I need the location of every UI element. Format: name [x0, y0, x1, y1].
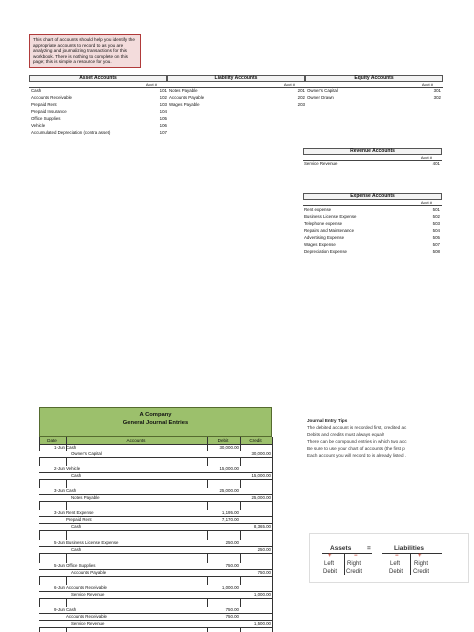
table-row: 5-Jun Office Supplies 750.00	[39, 563, 272, 570]
equals-sign: =	[367, 545, 371, 552]
debit-label: Debit	[389, 569, 404, 575]
table-row: Cash 250.00	[39, 547, 272, 554]
list-item	[304, 228, 440, 234]
account-name: Repairs and Maintenance	[304, 228, 355, 233]
list-item	[31, 88, 167, 94]
minus-sign: −	[395, 553, 399, 559]
list-item	[31, 123, 167, 129]
account-number: 201	[297, 88, 305, 93]
account-name: Wages Payable	[169, 102, 200, 107]
journal-header	[39, 407, 272, 437]
list-item	[169, 88, 305, 94]
account-name: Prepaid Insurance	[31, 109, 67, 114]
account-number: 508	[432, 249, 440, 254]
revenue-accounts-header: Revenue Accounts	[303, 148, 442, 155]
left-label: Left	[324, 561, 335, 567]
acct-number-label: Acct #	[420, 200, 432, 205]
credit-label: Credit	[346, 569, 363, 575]
account-name: Wages Expense	[304, 242, 336, 247]
acct-number-label: Acct #	[145, 82, 157, 87]
account-number: 102	[159, 95, 167, 100]
table-row: 3-Jun Rent Expense 1,195.00	[39, 510, 272, 517]
tip-line: There can be compound entries in which two acc	[307, 439, 407, 444]
account-name: Vehicle	[31, 123, 46, 128]
table-row: 2-Jun Vehicle 15,000.00	[39, 466, 272, 473]
list-item	[304, 161, 440, 167]
equity-accounts-header: Equity Accounts	[305, 75, 443, 82]
account-number: 104	[159, 109, 167, 114]
table-row: Accounts Receivable 750.00	[39, 614, 272, 621]
list-item	[169, 95, 305, 101]
journal-column-headers	[39, 437, 272, 444]
table-row: 5-Jun Business License Expense 250.00	[39, 540, 272, 547]
account-number: 503	[432, 221, 440, 226]
company-name: A Company	[139, 412, 172, 418]
debit-column-header: Debit	[217, 438, 229, 443]
account-number: 203	[297, 102, 305, 107]
account-name: Cash	[31, 88, 42, 93]
list-item	[304, 242, 440, 248]
account-name: Owner's Capital	[307, 88, 338, 93]
list-item	[304, 214, 440, 220]
table-row: 9-Jun Cash 750.00	[39, 607, 272, 614]
journal-entries-table	[39, 444, 272, 632]
acct-number-label: Acct #	[283, 82, 295, 87]
account-name: Notes Payable	[169, 88, 198, 93]
list-item	[31, 116, 167, 122]
table-row: Notes Payable 25,000.00	[39, 495, 272, 502]
credit-label: Credit	[413, 569, 430, 575]
list-item	[307, 88, 441, 94]
right-label: Right	[414, 561, 429, 567]
account-number: 505	[432, 235, 440, 240]
account-number: 105	[159, 116, 167, 121]
account-name: Advertising Expense	[304, 235, 345, 240]
table-row: Cash 15,000.00	[39, 473, 272, 480]
asset-accounts-header: Asset Accounts	[29, 75, 167, 82]
list-item	[31, 102, 167, 108]
instructions-note: This chart of accounts should help you identify the appropriate accounts to record to as you are analyzing and journalizing transactions for this workbook. There is nothing to complete on this page; this is simple a resource for you.	[29, 34, 141, 68]
table-row: Prepaid Rent 7,170.00	[39, 517, 272, 524]
table-row: 3-Jun Cash 25,000.00	[39, 488, 272, 495]
account-number: 107	[159, 130, 167, 135]
account-name: Service Revenue	[304, 161, 338, 166]
account-name: Office Supplies	[31, 116, 61, 121]
acct-number-label: Acct #	[420, 155, 432, 160]
plus-sign: +	[328, 553, 332, 559]
tip-line: Be sure to use your chart of accounts (the first p	[307, 446, 405, 451]
list-item	[31, 95, 167, 101]
table-row: Cash 8,365.00	[39, 524, 272, 531]
table-row: Accounts Payable 750.00	[39, 570, 272, 577]
list-item	[307, 95, 441, 101]
tip-line: Debits and credits must always equal!	[307, 432, 385, 437]
list-item	[31, 130, 167, 136]
accounting-equation-image	[309, 533, 469, 583]
account-name: Depreciation Expense	[304, 249, 347, 254]
acct-number-label: Acct #	[421, 82, 433, 87]
expense-accounts-header: Expense Accounts	[303, 193, 442, 200]
liabilities-label: Liabilities	[394, 545, 424, 552]
list-item	[31, 109, 167, 115]
account-number: 502	[432, 214, 440, 219]
account-name: Accounts Receivable	[31, 95, 73, 100]
account-name: Business License Expense	[304, 214, 357, 219]
account-number: 507	[432, 242, 440, 247]
account-number: 101	[159, 88, 167, 93]
table-row: 1-Jun Cash 30,000.00	[39, 444, 272, 451]
plus-sign: +	[418, 553, 422, 559]
accounts-column-header: Accounts	[126, 438, 146, 443]
right-label: Right	[347, 561, 362, 567]
credit-column-header: Credit	[249, 438, 262, 443]
table-row: 6-Jun Accounts Receivable 1,000.00	[39, 585, 272, 592]
left-label: Left	[390, 561, 401, 567]
list-item	[304, 221, 440, 227]
account-name: Prepaid Rent	[31, 102, 57, 107]
tips-title: Journal Entry Tips	[307, 418, 348, 423]
table-row: Owner's Capital 30,000.00	[39, 451, 272, 458]
account-name: Telephone expense	[304, 221, 343, 226]
account-name: Owner Drawn	[307, 95, 334, 100]
table-row: Service Revenue 1,000.00	[39, 592, 272, 599]
tip-line: The debited account is recorded first, credited ac	[307, 425, 407, 430]
account-number: 202	[297, 95, 305, 100]
account-number: 504	[432, 228, 440, 233]
journal-title: General Journal Entries	[122, 420, 189, 426]
account-number: 106	[159, 123, 167, 128]
account-name: Accumulated Depreciation (contra asset)	[31, 130, 111, 135]
account-number: 302	[433, 95, 441, 100]
account-name: Accounts Payable	[169, 95, 205, 100]
account-number: 401	[432, 161, 440, 166]
list-item	[304, 249, 440, 255]
table-row: Service Revenue 1,500.00	[39, 621, 272, 628]
list-item	[304, 235, 440, 241]
tip-line: Each account you will record to is already listed .	[307, 453, 407, 458]
debit-label: Debit	[323, 569, 338, 575]
account-name: Rent expense	[304, 207, 332, 212]
account-number: 103	[159, 102, 167, 107]
list-item	[304, 207, 440, 213]
journal-entry-tips	[307, 417, 467, 459]
account-number: 301	[433, 88, 441, 93]
account-number: 501	[432, 207, 440, 212]
list-item	[169, 102, 305, 108]
minus-sign: −	[354, 553, 358, 559]
assets-label: Assets	[330, 545, 352, 552]
date-column-header: Date	[47, 438, 57, 443]
expense-acct-row	[303, 200, 442, 206]
liability-accounts-header: Liability Accounts	[167, 75, 305, 82]
